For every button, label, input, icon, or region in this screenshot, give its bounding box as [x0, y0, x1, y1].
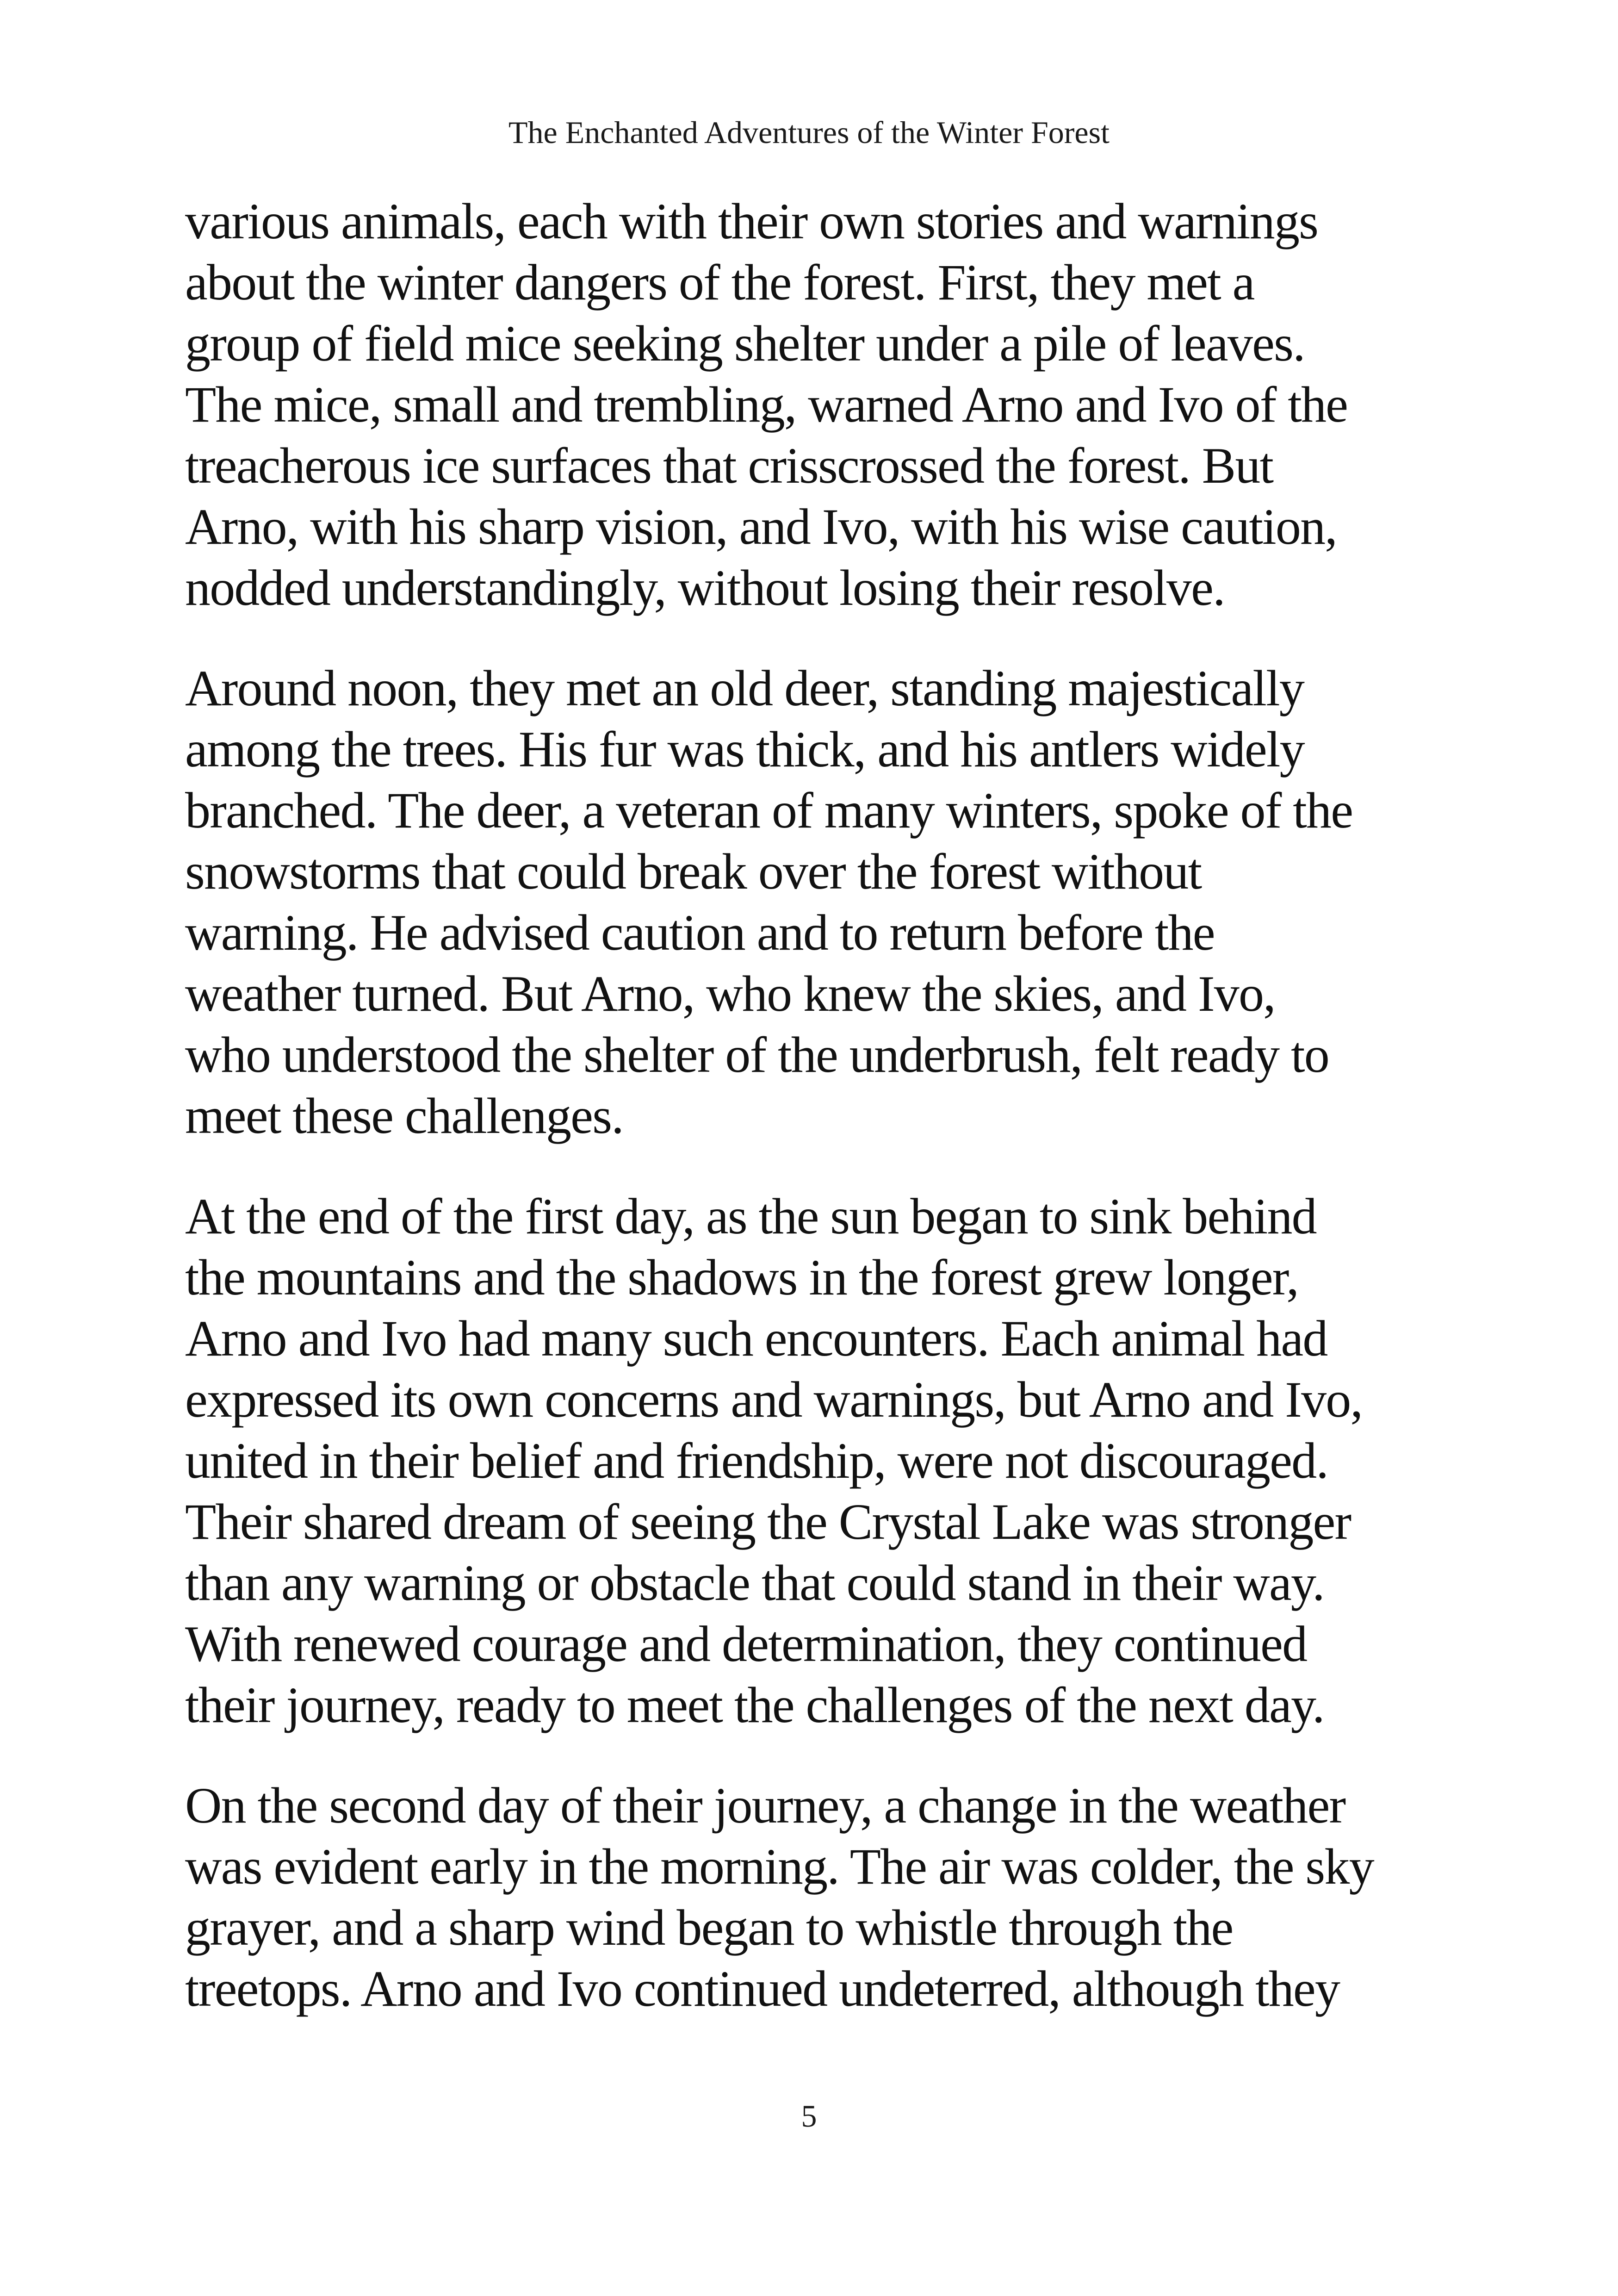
text-line: the mountains and the shadows in the forest grew longer, — [185, 1249, 1298, 1306]
running-header: The Enchanted Adventures of the Winter Forest — [508, 115, 1110, 150]
paragraph-1 — [185, 191, 1453, 618]
text-line: nodded understandingly, without losing their resolve. — [185, 560, 1225, 616]
text-line: The mice, small and trembling, warned Arno and Ivo of the — [185, 376, 1348, 433]
text-line: branched. The deer, a veteran of many winters, spoke of the — [185, 782, 1353, 839]
text-line: group of field mice seeking shelter under a pile of leaves. — [185, 315, 1305, 372]
text-line: Around noon, they met an old deer, standing majestically — [185, 660, 1304, 716]
text-line: among the trees. His fur was thick, and his antlers widely — [185, 721, 1304, 778]
text-line: weather turned. But Arno, who knew the skies, and Ivo, — [185, 965, 1275, 1022]
text-line: treetops. Arno and Ivo continued undeterred, although they — [185, 1960, 1340, 2017]
text-line: about the winter dangers of the forest. First, they met a — [185, 254, 1254, 311]
text-line: warning. He advised caution and to return before the — [185, 904, 1215, 961]
text-line: grayer, and a sharp wind began to whistle through the — [185, 1899, 1233, 1956]
text-line: was evident early in the morning. The air was colder, the sky — [185, 1838, 1374, 1895]
body-text — [185, 191, 1453, 2059]
text-line: On the second day of their journey, a change in the weather — [185, 1777, 1345, 1834]
text-line: At the end of the first day, as the sun began to sink behind — [185, 1188, 1316, 1244]
text-line: Arno, with his sharp vision, and Ivo, with his wise caution, — [185, 498, 1337, 555]
text-line: expressed its own concerns and warnings, but Arno and Ivo, — [185, 1371, 1363, 1428]
text-line: their journey, ready to meet the challenges of the next day. — [185, 1677, 1324, 1733]
text-line: snowstorms that could break over the forest without — [185, 843, 1202, 900]
paragraph-4 — [185, 1775, 1453, 2019]
text-line: With renewed courage and determination, they continued — [185, 1616, 1307, 1672]
text-line: united in their belief and friendship, were not discouraged. — [185, 1432, 1328, 1489]
text-line: than any warning or obstacle that could stand in their way. — [185, 1555, 1324, 1611]
text-line: who understood the shelter of the underbrush, felt ready to — [185, 1027, 1329, 1083]
paragraph-3 — [185, 1186, 1453, 1736]
text-line: Arno and Ivo had many such encounters. Each animal had — [185, 1310, 1327, 1367]
text-line: meet these challenges. — [185, 1088, 623, 1144]
text-line: treacherous ice surfaces that crisscrossed the forest. But — [185, 437, 1273, 494]
page-number: 5 — [801, 2098, 817, 2134]
paragraph-2 — [185, 658, 1453, 1146]
text-line: Their shared dream of seeing the Crystal Lake was stronger — [185, 1493, 1351, 1550]
text-line: various animals, each with their own stories and warnings — [185, 193, 1318, 249]
